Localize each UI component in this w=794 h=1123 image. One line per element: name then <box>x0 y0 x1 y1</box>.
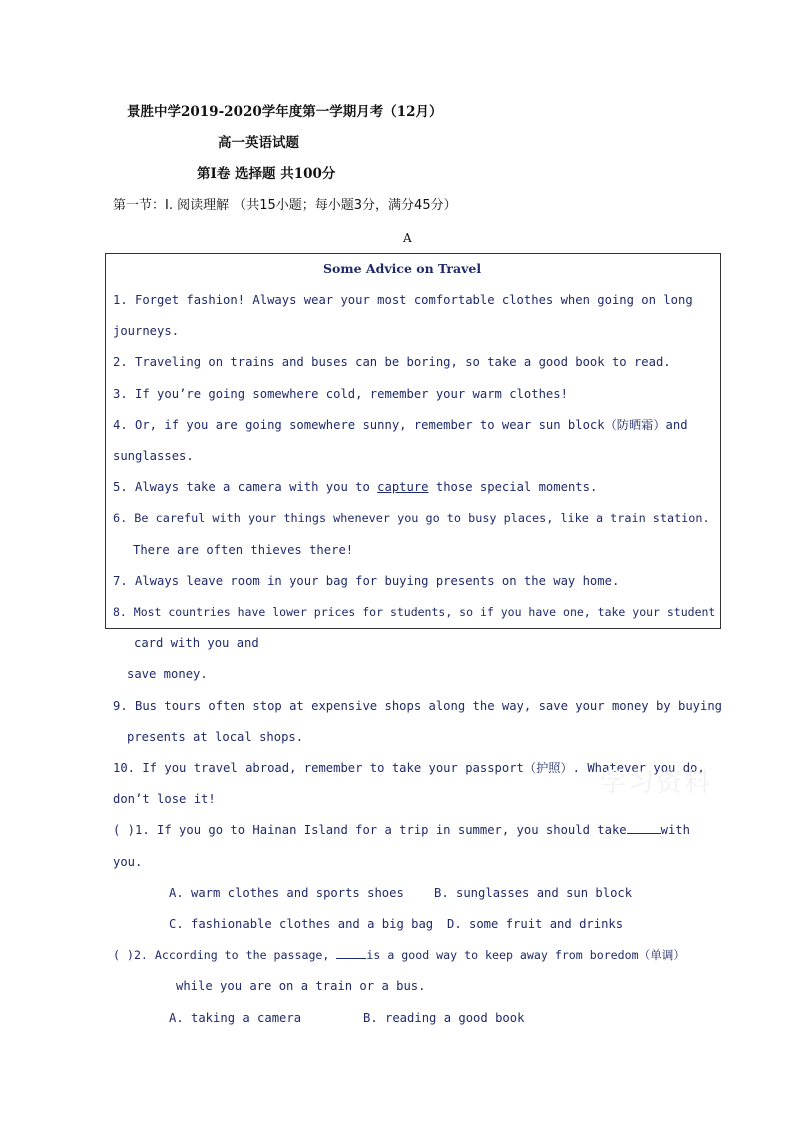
question-2-option-a: A. taking a camera <box>169 1011 302 1025</box>
advice-line-10a: 10. If you travel abroad, remember to take your passport（护照）. Whatever you do, <box>113 761 705 775</box>
answer-blank-2[interactable] <box>336 947 366 959</box>
advice-line-3: 3. If you’re going somewhere cold, remember your warm clothes! <box>113 387 568 401</box>
question-2-stem-pre: ( )2. According to the passage, <box>113 948 337 962</box>
advice-line-5-post: those special moments. <box>428 480 598 494</box>
advice-line-4a: 4. Or, if you are going somewhere sunny, remember to wear sun block（防晒霜）and <box>113 418 688 432</box>
advice-line-8b: card with you and <box>134 636 259 650</box>
passage-label: A <box>403 231 412 245</box>
advice-line-2: 2. Traveling on trains and buses can be boring, so take a good book to read. <box>113 355 671 369</box>
advice-line-9a: 9. Bus tours often stop at expensive shops along the way, save your money by buying <box>113 699 723 713</box>
question-1-stem-cont: you. <box>113 855 143 869</box>
underlined-word-capture: capture <box>377 480 429 494</box>
advice-line-9b: presents at local shops. <box>127 730 304 744</box>
passage-title: Some Advice on Travel <box>323 261 482 276</box>
advice-line-6a: 6. Be careful with your things whenever you go to busy places, like a train station. <box>113 511 710 525</box>
question-1-stem <box>113 822 690 838</box>
section-heading: 第一节：I. 阅读理解 （共15小题；每小题3分，满分45分） <box>113 198 457 213</box>
advice-line-5 <box>113 479 597 495</box>
advice-line-7: 7. Always leave room in your bag for buying presents on the way home. <box>113 574 620 588</box>
question-1-option-d: D. some fruit and drinks <box>447 917 624 931</box>
question-1-option-a: A. warm clothes and sports shoes <box>169 886 404 900</box>
question-2-stem-cont: while you are on a train or a bus. <box>176 979 426 993</box>
watermark: 学习资料 <box>600 768 713 798</box>
question-1-option-c: C. fashionable clothes and a big bag <box>169 917 434 931</box>
advice-line-4b: sunglasses. <box>113 449 194 463</box>
answer-blank-1[interactable] <box>627 822 661 834</box>
advice-line-5-pre: 5. Always take a camera with you to <box>113 480 378 494</box>
question-1-stem-pre: ( )1. If you go to Hainan Island for a trip in summer, you should take <box>113 823 627 837</box>
advice-line-1a: 1. Forget fashion! Always wear your most comfortable clothes when going on long <box>113 293 693 307</box>
question-1-option-b: B. sunglasses and sun block <box>434 886 633 900</box>
question-2-stem-post: is a good way to keep away from boredom（单调） <box>366 948 685 962</box>
subject-title: 高一英语试题 <box>218 135 299 151</box>
advice-line-8a: 8. Most countries have lower prices for students, so if you have one, take your student <box>113 605 716 619</box>
advice-line-1b: journeys. <box>113 324 180 338</box>
advice-line-6b: There are often thieves there! <box>133 543 354 557</box>
part-title: 第Ⅰ卷 选择题 共100分 <box>197 166 336 182</box>
question-2-stem <box>113 947 685 963</box>
advice-line-8c: save money. <box>127 667 208 681</box>
question-1-stem-post: with <box>660 823 690 837</box>
question-2-option-b: B. reading a good book <box>363 1011 525 1025</box>
advice-line-10b: don’t lose it! <box>113 792 216 806</box>
school-title: 景胜中学2019-2020学年度第一学期月考（12月） <box>127 104 443 120</box>
